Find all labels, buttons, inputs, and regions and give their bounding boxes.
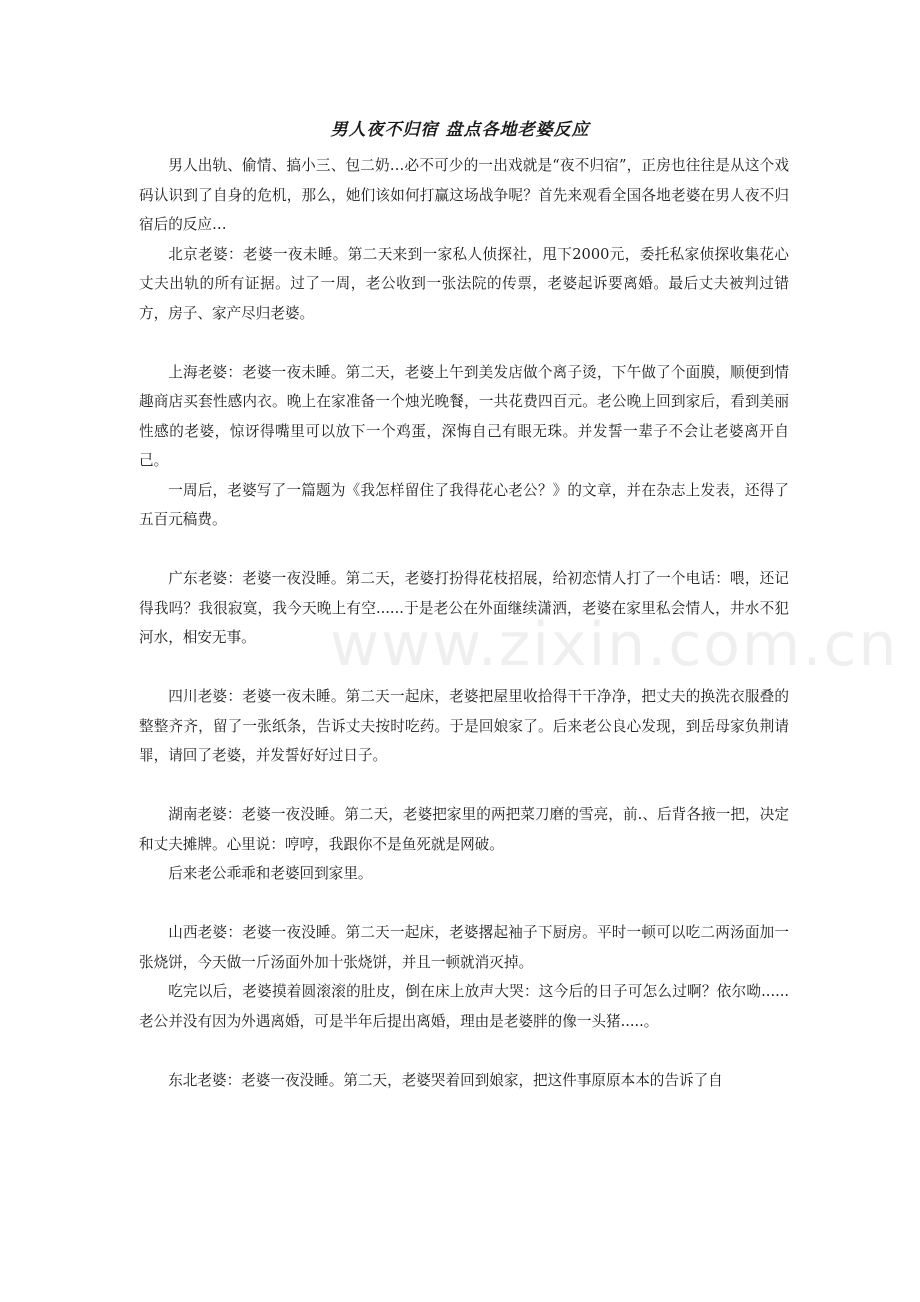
paragraph-shanxi-followup: 吃完以后，老婆摸着圆滚滚的肚皮，倒在床上放声大哭：这今后的日子可怎么过啊？依尔呦......老公并没有因为外遇离婚，可是半年后提出离婚，理由是老婆胖的像一头猪.....。 (139, 983, 789, 1030)
paragraph-hunan-followup: 后来老公乖乖和老婆回到家里。 (168, 865, 373, 882)
paragraph-dongbei: 东北老婆：老婆一夜没睡。第二天，老婆哭着回到娘家，把这件事原原本本的告诉了自 (168, 1071, 723, 1089)
watermark: www.zixin.com.cn (330, 610, 899, 680)
paragraph-hunan: 湖南老婆：老婆一夜没睡。第二天，老婆把家里的两把菜刀磨的雪亮，前.、后背各掖一把，决定和丈夫摊牌。心里说：哼哼，我跟你不是鱼死就是网破。 (139, 806, 789, 853)
paragraph-shanghai: 上海老婆：老婆一夜未睡。第二天，老婆上午到美发店做个离子烫，下午做了个面膜，顺便到情趣商店买套性感内衣。晚上在家准备一个烛光晚餐，一共花费四百元。老公晚上回到家后，看到美丽性感的老婆，惊讶得嘴里可以放下一个鸡蛋，深悔自己有眼无珠。并发誓一辈子不会让老婆离开自己。 (139, 363, 789, 469)
document-body (139, 151, 789, 1095)
paragraph-guangdong: 广东老婆：老婆一夜没睡。第二天，老婆打扮得花枝招展，给初恋情人打了一个电话：喂，还记得我吗？我很寂寞，我今天晚上有空......于是老公在外面继续潇洒，老婆在家里私会情人，井水不犯河水，相安无事。 (139, 570, 789, 646)
paragraph-beijing: 北京老婆：老婆一夜未睡。第二天来到一家私人侦探社，甩下2000元，委托私家侦探收集花心丈夫出轨的所有证据。过了一周，老公收到一张法院的传票，老婆起诉要离婚。最后丈夫被判过错方，房子、家产尽归老婆。 (139, 245, 789, 322)
paragraph-shanghai-followup: 一周后，老婆写了一篇题为《我怎样留住了我得花心老公？》的文章，并在杂志上发表，还得了五百元稿费。 (139, 481, 789, 528)
paragraph-sichuan: 四川老婆：老婆一夜未睡。第二天一起床，老婆把屋里收拾得干干净净，把丈夫的换洗衣服叠的整整齐齐，留了一张纸条，告诉丈夫按时吃药。于是回娘家了。后来老公良心发现，到岳母家负荆请罪，请回了老婆，并发誓好好过日子。 (139, 688, 789, 764)
document-title: 男人夜不归宿 盘点各地老婆反应 (330, 120, 590, 140)
paragraph-shanxi: 山西老婆：老婆一夜没睡。第二天一起床，老婆撂起袖子下厨房。平时一顿可以吃二两汤面加一张烧饼，今天做一斤汤面外加十张烧饼，并且一顿就消灭掉。 (139, 924, 789, 971)
paragraph-intro: 男人出轨、偷情、搞小三、包二奶…必不可少的一出戏就是“夜不归宿”，正房也往往是从这个戏码认识到了自身的危机，那么，她们该如何打赢这场战争呢？首先来观看全国各地老婆在男人夜不归宿后的反应… (139, 157, 789, 233)
